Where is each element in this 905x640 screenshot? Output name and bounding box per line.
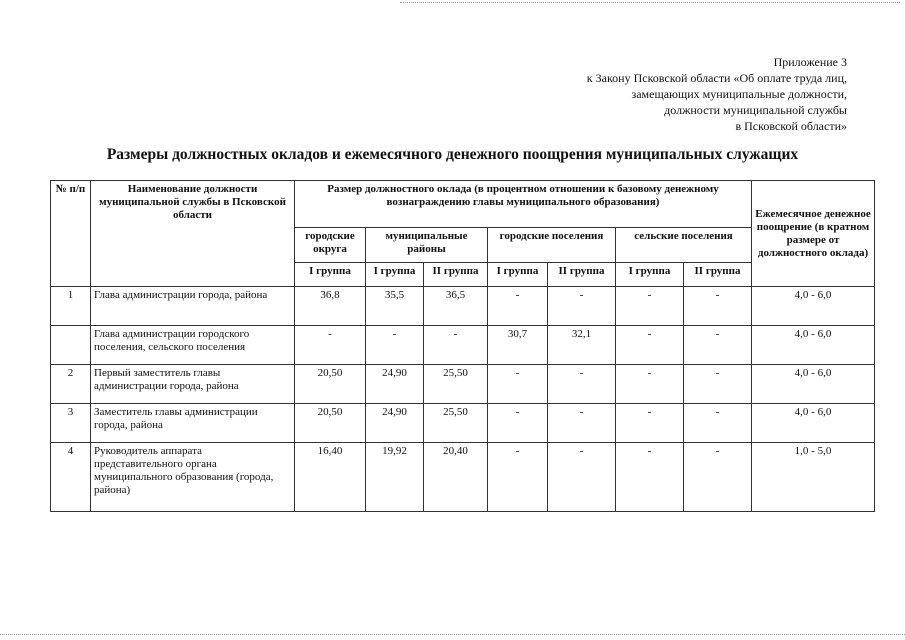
row-value: - — [548, 365, 616, 404]
document-title: Размеры должностных окладов и ежемесячного денежного поощрения муниципальных служащих — [106, 146, 799, 163]
header-position: Наименование должности муниципальной службы в Псковской области — [91, 181, 295, 287]
header-group: II группа — [684, 263, 752, 287]
header-group: I группа — [366, 263, 424, 287]
appendix-reference — [587, 54, 847, 134]
row-bonus: 4,0 - 6,0 — [752, 287, 875, 326]
row-value: 36,8 — [295, 287, 366, 326]
row-value: - — [684, 287, 752, 326]
table-row — [51, 443, 875, 512]
row-value: - — [616, 443, 684, 512]
scan-edge-bottom — [0, 634, 905, 637]
header-bonus: Ежемесячное денежное поощрение (в кратном размере от должностного оклада) — [752, 181, 875, 287]
row-value: 25,50 — [424, 404, 488, 443]
row-value: - — [684, 326, 752, 365]
row-position: Заместитель главы администрации города, района — [91, 404, 295, 443]
row-value: - — [548, 287, 616, 326]
row-position: Глава администрации города, района — [91, 287, 295, 326]
row-position: Руководитель аппарата представительного органа муниципального образования (города, района) — [91, 443, 295, 512]
header-group: II группа — [548, 263, 616, 287]
row-value: - — [488, 443, 548, 512]
row-bonus: 4,0 - 6,0 — [752, 326, 875, 365]
header-urban-settlements: городские поселения — [488, 228, 616, 263]
row-value: - — [616, 404, 684, 443]
appendix-line: к Закону Псковской области «Об оплате труда лиц, — [586, 71, 847, 85]
row-num: 2 — [51, 365, 91, 404]
row-value: 19,92 — [366, 443, 424, 512]
row-value: 24,90 — [366, 365, 424, 404]
row-value: 36,5 — [424, 287, 488, 326]
row-num — [51, 326, 91, 365]
row-value: 20,50 — [295, 404, 366, 443]
row-position: Глава администрации городского поселения, сельского поселения — [91, 326, 295, 365]
row-value: 20,50 — [295, 365, 366, 404]
appendix-line: замещающих муниципальные должности, — [631, 87, 847, 101]
row-value: 35,5 — [366, 287, 424, 326]
header-group: I группа — [295, 263, 366, 287]
row-value: 32,1 — [548, 326, 616, 365]
row-bonus: 1,0 - 5,0 — [752, 443, 875, 512]
row-value: - — [684, 404, 752, 443]
header-salary: Размер должностного оклада (в процентном отношении к базовому денежному вознаграждению главы муниципального образования) — [295, 181, 752, 228]
row-bonus: 4,0 - 6,0 — [752, 404, 875, 443]
row-value: - — [366, 326, 424, 365]
row-position: Первый заместитель главы администрации города, района — [91, 365, 295, 404]
row-value: - — [548, 404, 616, 443]
table-row — [51, 326, 875, 365]
appendix-line: в Псковской области» — [735, 119, 847, 133]
header-group: I группа — [616, 263, 684, 287]
row-value: - — [684, 365, 752, 404]
row-num: 1 — [51, 287, 91, 326]
header-group: II группа — [424, 263, 488, 287]
row-value: - — [684, 443, 752, 512]
row-num: 4 — [51, 443, 91, 512]
row-value: 30,7 — [488, 326, 548, 365]
row-bonus: 4,0 - 6,0 — [752, 365, 875, 404]
appendix-line: должности муниципальной службы — [664, 103, 847, 117]
row-value: - — [616, 287, 684, 326]
row-value: 20,40 — [424, 443, 488, 512]
row-value: - — [488, 404, 548, 443]
header-row-main — [51, 181, 875, 228]
row-value: - — [548, 443, 616, 512]
row-value: - — [616, 365, 684, 404]
row-value: - — [424, 326, 488, 365]
row-value: 24,90 — [366, 404, 424, 443]
row-value: - — [295, 326, 366, 365]
header-rural-settlements: сельские поселения — [616, 228, 752, 263]
row-value: 16,40 — [295, 443, 366, 512]
header-num: № п/п — [51, 181, 91, 287]
row-num: 3 — [51, 404, 91, 443]
table-row — [51, 365, 875, 404]
header-group: I группа — [488, 263, 548, 287]
header-city-districts: городские округа — [295, 228, 366, 263]
appendix-line: Приложение 3 — [773, 55, 847, 69]
row-value: - — [488, 287, 548, 326]
salary-table — [50, 180, 875, 512]
row-value: - — [616, 326, 684, 365]
row-value: 25,50 — [424, 365, 488, 404]
table-row — [51, 404, 875, 443]
table-row — [51, 287, 875, 326]
row-value: - — [488, 365, 548, 404]
header-municipal-districts: муниципальные районы — [366, 228, 488, 263]
scan-edge-top — [400, 2, 900, 5]
